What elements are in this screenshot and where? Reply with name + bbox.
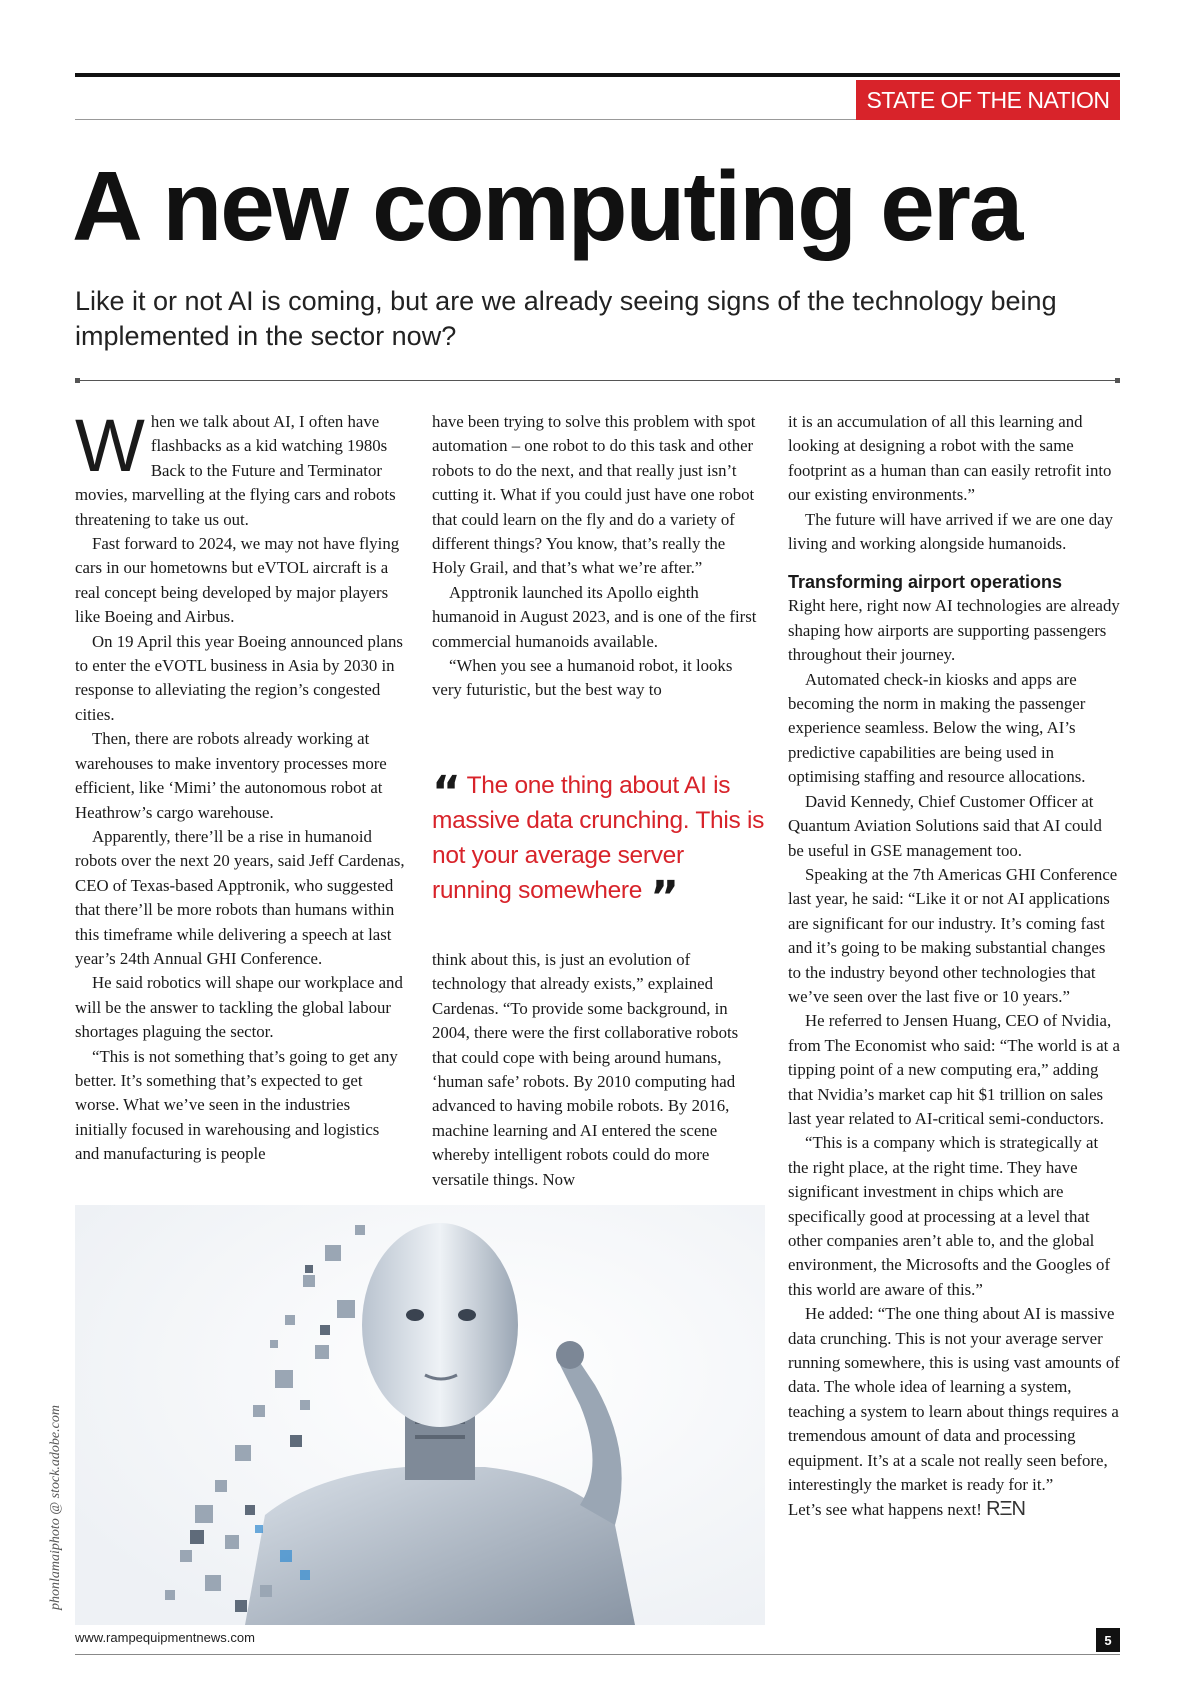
end-mark-logo: RΞN	[986, 1498, 1025, 1521]
paragraph: Apptronik launched its Apollo eighth humanoid in August 2023, and is one of the first commercial humanoids available.	[432, 582, 757, 651]
paragraph: Automated check-in kiosks and apps are becoming the norm in making the passenger experience seamless. Below the wing, AI’s predictive capabilities are being used in optimising staffing and resource allocations.	[788, 669, 1086, 787]
paragraph: He said robotics will shape our workplace and will be the answer to tackling the global labour shortages plaguing the sector.	[75, 973, 403, 1042]
paragraph: think about this, is just an evolution of technology that already exists,” explained Cardenas. “To provide some background, in 2004, there were the first collaborative robots that could cope with being around humans, ‘human safe’ robots. By 2010 computing had advanced to having mobile robots. By 2016, machine learning and AI entered the scene whereby intelligent robots could do more versatile things. Now	[432, 950, 739, 1189]
close-quote-icon: ”	[650, 872, 679, 923]
subheading: Transforming airport operations	[788, 572, 1063, 593]
photo-credit: phonlamaiphoto @ stock.adobe.com	[48, 1405, 63, 1610]
pull-quote	[432, 767, 767, 923]
paragraph: Then, there are robots already working at warehouses to make inventory processes more efficient, like ‘Mimi’ the autonomous robot at Heathrow’s cargo warehouse.	[75, 729, 387, 822]
paragraph: Speaking at the 7th Americas GHI Conference last year, he said: “Like it or not AI applications are significant for our industry. It’s coming fast and it’s going to be making substantial changes to the industry beyond other technologies that we’ve seen over the last five or 10 years.”	[788, 864, 1118, 1006]
paragraph: When we talk about AI, I often have flashbacks as a kid watching 1980s Back to the Future and Terminator movies, marvelling at the flying cars and robots threatening to take us out.	[75, 404, 396, 529]
paragraph: “This is not something that’s going to get any better. It’s something that’s expected to get worse. What we’ve seen in the industries initially focused in warehousing and logistics and manufacturing is people	[75, 1046, 398, 1164]
section-tag: STATE OF THE NATION	[856, 80, 1120, 120]
paragraph: On 19 April this year Boeing announced plans to enter the eVOTL business in Asia by 2030 in response to alleviating the region’s congested cities.	[75, 631, 403, 724]
paragraph: David Kennedy, Chief Customer Officer at Quantum Aviation Solutions said that AI could be useful in GSE management too.	[788, 791, 1102, 860]
paragraph: it is an accumulation of all this learning and looking at designing a robot with the same footprint as a human than can easily retrofit into our existing environments.”	[788, 412, 1112, 505]
paragraph: “When you see a humanoid robot, it looks very futuristic, but the best way to	[432, 656, 733, 700]
open-quote-icon: “	[432, 767, 461, 818]
paragraph: “This is a company which is strategically at the right place, at the right time. They have significant investment in chips which are specifically good at processing at a level that other companies aren’t able to, and the global environment, the Microsofts and the Googles of this world are aware of this.”	[788, 1133, 1111, 1299]
headline: A new computing era	[72, 151, 1022, 261]
article-column-3	[788, 410, 1120, 1523]
paragraph: Apparently, there’ll be a rise in humanoid robots over the next 20 years, said Jeff Cardenas, CEO of Texas-based Apptronik, who suggested that there’ll be more robots than humans within this timeframe while delivering a speech at last year’s 24th Annual GHI Conference.	[75, 826, 405, 968]
page-number: 5	[1096, 1628, 1120, 1652]
paragraph: He added: “The one thing about AI is massive data crunching. This is not your average server running somewhere, this is using vast amounts of data. The whole idea of learning a system, teaching a system to learn about things requires a tremendous amount of data and processing equipment. It’s at a scale not really seen before, interestingly the market is ready for it.”	[788, 1304, 1120, 1495]
footer-rule	[75, 1654, 1120, 1655]
paragraph: Right here, right now AI technologies are already shaping how airports are supporting passengers throughout their journey.	[788, 596, 1120, 665]
paragraph: Fast forward to 2024, we may not have flying cars in our hometowns but eVTOL aircraft is a real concept being developed by major players like Boeing and Airbus.	[75, 534, 400, 627]
drop-cap: W	[75, 404, 145, 487]
closing-line: Let’s see what happens next! RΞN	[788, 1498, 1025, 1521]
footer-url[interactable]: www.rampequipmentnews.com	[75, 1630, 255, 1645]
humanoid-robot-image	[75, 1205, 765, 1625]
paragraph: The future will have arrived if we are one day living and working alongside humanoids.	[788, 509, 1113, 554]
top-rule	[75, 73, 1120, 77]
article-column-2-top	[432, 410, 760, 703]
paragraph: have been trying to solve this problem with spot automation – one robot to do this task and other robots to do the next, and that really just isn’t cutting it. What if you could just have one robot that could learn on the fly and do a variety of different things? You know, that’s really the Holy Grail, and that’s what we’re after.”	[432, 412, 756, 578]
paragraph: He referred to Jensen Huang, CEO of Nvidia, from The Economist who said: “The world is at a tipping point of a new computing era,” adding that Nvidia’s market cap hit $1 trillion on sales last year related to AI-critical semi-conductors.	[788, 1011, 1120, 1128]
standfirst-divider	[75, 380, 1120, 381]
standfirst: Like it or not AI is coming, but are we already seeing signs of the technology being implemented in the sector now?	[75, 286, 1057, 351]
pull-quote-text: The one thing about AI is massive data crunching. This is not your average server running somewhere	[432, 772, 765, 904]
article-column-2-bottom	[432, 948, 760, 1192]
article-column-1	[75, 404, 405, 1167]
